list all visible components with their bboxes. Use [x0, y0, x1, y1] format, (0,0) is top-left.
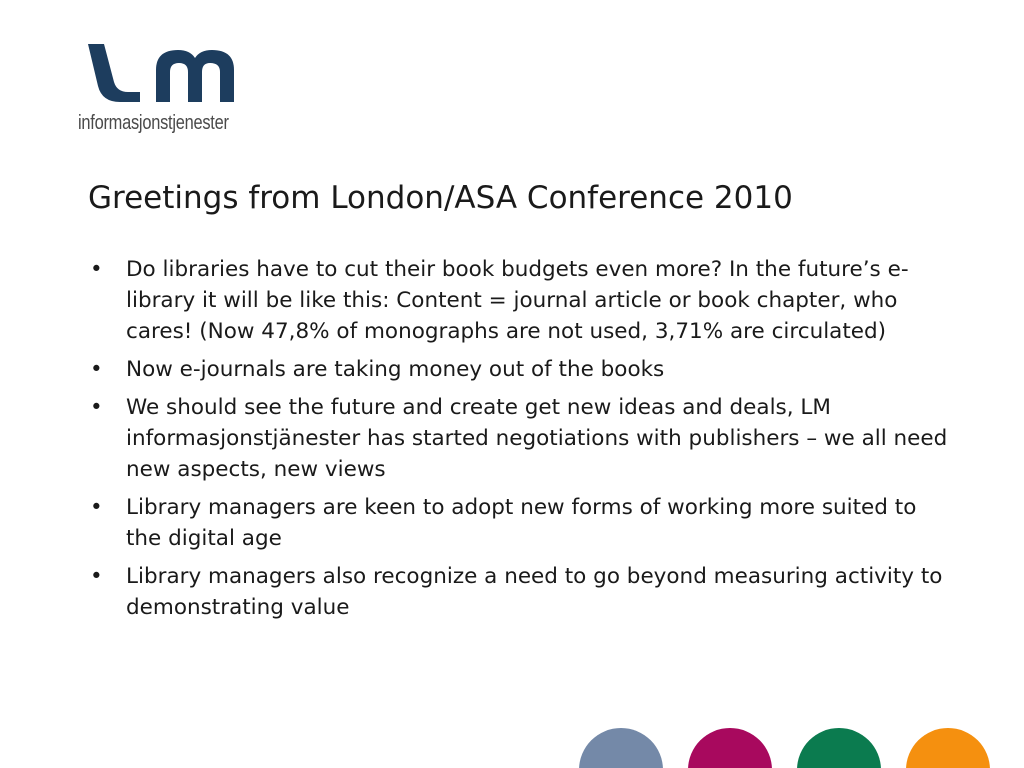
slide-title: Greetings from London/ASA Conference 2010	[88, 180, 793, 216]
bullet-dot: •	[90, 357, 103, 382]
logo-letter-m	[156, 50, 234, 102]
bullet-text: Library managers also recognize a need to go beyond measuring activity to demonstrating value	[126, 564, 943, 620]
lm-logo-mark	[86, 40, 246, 106]
bullet-dot: •	[90, 564, 103, 589]
bullet-text: We should see the future and create get new ideas and deals, LM informasjonstjänester has started negotiations with publishers – we all need new aspects, new views	[126, 395, 948, 482]
logo-tagline: informasjonstjenester	[78, 112, 229, 134]
decorative-circle-orange	[906, 728, 990, 768]
decorative-circle-slate	[579, 728, 663, 768]
logo-letter-l	[88, 44, 140, 102]
lm-logo	[78, 40, 258, 140]
bullet-item	[88, 561, 948, 623]
bullet-item	[88, 354, 948, 385]
decorative-circle-green	[797, 728, 881, 768]
bullet-list	[88, 254, 948, 630]
bullet-text: Do libraries have to cut their book budgets even more? In the future’s e-library it will be like this: Content = journal article or book chapter, who cares! (Now 47,8% of monographs are not used, 3,71% are circulated)	[126, 257, 909, 344]
decorative-circle-magenta	[688, 728, 772, 768]
bullet-text: Library managers are keen to adopt new forms of working more suited to the digital age	[126, 495, 917, 551]
bullet-dot: •	[90, 495, 103, 520]
bullet-dot: •	[90, 257, 103, 282]
bullet-item	[88, 254, 948, 347]
bullet-text: Now e-journals are taking money out of the books	[126, 357, 665, 382]
bullet-item	[88, 392, 948, 485]
bullet-dot: •	[90, 395, 103, 420]
bullet-item	[88, 492, 948, 554]
